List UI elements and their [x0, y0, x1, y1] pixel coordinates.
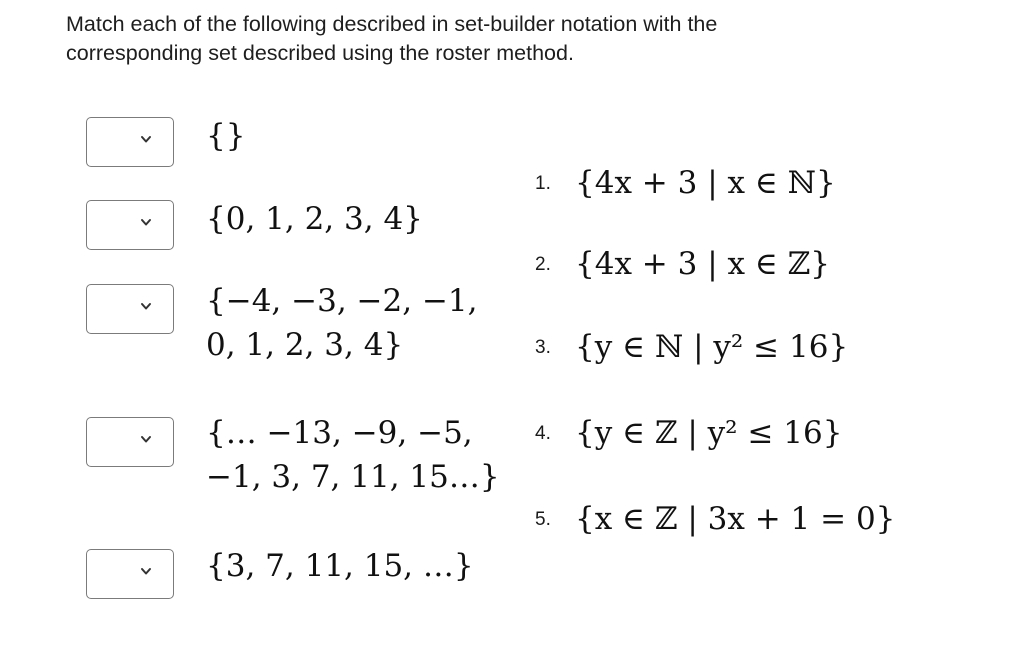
question-prompt	[66, 10, 926, 68]
roster-set-3-line-1: {−4, −3, −2, −1,	[206, 283, 478, 319]
option-5-number: 5.	[535, 509, 551, 530]
option-5-expression: {x ∈ ℤ | 3x + 1 = 0}	[575, 501, 896, 537]
option-2-expression: {4x + 3 | x ∈ ℤ}	[575, 246, 830, 282]
roster-set-3-line-2: 0, 1, 2, 3, 4}	[206, 327, 404, 363]
option-3-number: 3.	[535, 337, 551, 358]
match-select-5[interactable]	[86, 549, 174, 599]
option-2-number: 2.	[535, 254, 551, 275]
chevron-down-icon	[140, 567, 152, 576]
roster-set-4-line-2: −1, 3, 7, 11, 15…}	[206, 459, 500, 495]
roster-set-2-line-1: {0, 1, 2, 3, 4}	[206, 201, 423, 237]
match-select-1[interactable]	[86, 117, 174, 167]
roster-set-5	[206, 544, 474, 588]
match-select-4[interactable]	[86, 417, 174, 467]
roster-set-4-line-1: {… −13, −9, −5,	[206, 415, 473, 451]
chevron-down-icon	[140, 135, 152, 144]
prompt-line-2: corresponding set described using the roster method.	[66, 41, 574, 65]
roster-set-1	[206, 114, 245, 158]
roster-set-4	[206, 411, 500, 499]
roster-set-3	[206, 279, 478, 367]
chevron-down-icon	[140, 218, 152, 227]
option-1-expression: {4x + 3 | x ∈ ℕ}	[575, 165, 836, 201]
option-4-expression: {y ∈ ℤ | y² ≤ 16}	[575, 415, 843, 451]
chevron-down-icon	[140, 435, 152, 444]
match-select-3[interactable]	[86, 284, 174, 334]
roster-set-5-line-1: {3, 7, 11, 15, …}	[206, 548, 474, 584]
option-4-number: 4.	[535, 423, 551, 444]
prompt-line-1: Match each of the following described in set-builder notation with the	[66, 12, 718, 36]
roster-set-2	[206, 197, 423, 241]
option-3-expression: {y ∈ ℕ | y² ≤ 16}	[575, 329, 849, 365]
option-1-number: 1.	[535, 173, 551, 194]
roster-set-1-line-1: {}	[206, 118, 246, 154]
match-select-2[interactable]	[86, 200, 174, 250]
chevron-down-icon	[140, 302, 152, 311]
